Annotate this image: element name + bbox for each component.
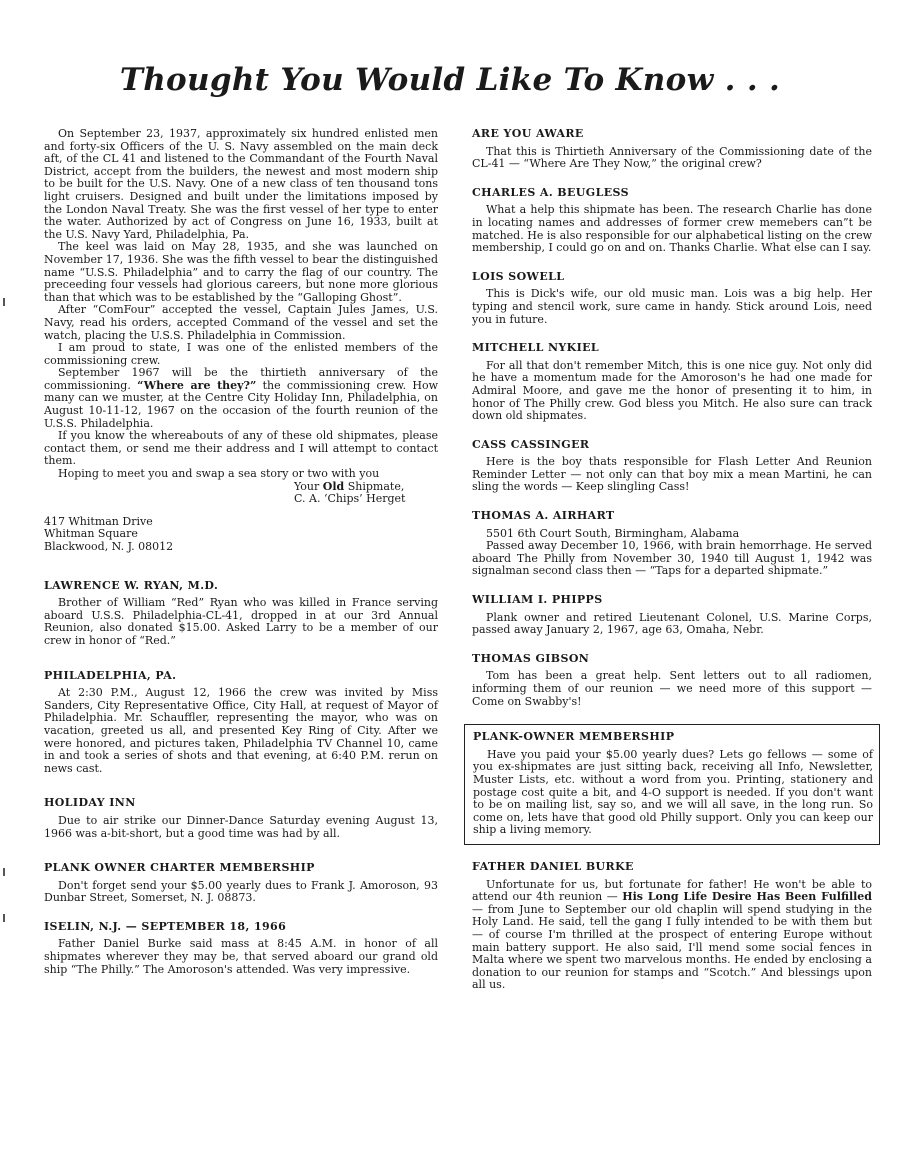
right-column xyxy=(472,128,872,1008)
section-holiday-inn xyxy=(44,797,438,840)
section-heading: THOMAS A. AIRHART xyxy=(472,509,615,523)
intro-paragraph: On September 23, 1937, approximately six hundred enlisted men and forty-six Officers of the U. S. Navy assembled on the main deck aft, of the CL 41 and listened to the Commandant of the Fourth Naval District, accept from the builders, the newest and most modern ship to be built for the U.S. Navy. One of a new class of ten thousand tons light cruisers. Designed and built under the limitations imposed by the London Naval Treaty. She was the first vessel of her type to enter the water. Authorized by act of Congress on June 16, 1933, built at the U.S. Navy Yard, Philadelphia, Pa. xyxy=(44,127,438,241)
section-philadelphia xyxy=(44,670,438,776)
section-phipps xyxy=(472,594,872,637)
section-heading: FATHER DANIEL BURKE xyxy=(472,859,634,873)
section-heading: PLANK-OWNER MEMBERSHIP xyxy=(473,730,675,744)
section-text: Passed away December 10, 1966, with brain hemorrhage. He served aboard The Philly from November 30, 1940 till August 1, 1942 was signalman second class then — “Taps for a departed shipmate.” xyxy=(472,539,872,578)
intro-paragraph: If you know the whereabouts of any of these old shipmates, please contact them, or send me their address and I will attempt to contact them. xyxy=(44,429,438,468)
section-text: This is Dick's wife, our old music man. Lois was a big help. Her typing and stencil work, sure came in handy. Stick around Lois, need you in future. xyxy=(472,287,872,326)
section-text: Tom has been a great help. Sent letters out to all radiomen, informing them of our reunion — we need more of this support — Come on Swabby's! xyxy=(472,669,872,708)
section-heading: MITCHELL NYKIEL xyxy=(472,341,600,355)
section-heading: CASS CASSINGER xyxy=(472,437,590,451)
intro-paragraph xyxy=(44,367,438,430)
section-heading: WILLIAM I. PHIPPS xyxy=(472,593,603,607)
section-text: Have you paid your $5.00 yearly dues? Lets go fellows — some of you ex-shipmates are just sitting back, receiving all Info, Newsletter, Muster Lists, etc. without a word from you. Printing, stationery and postage cost quite a bit, and 4-O support is needed. If you don't want to be on mailing list, say so, and we will all save, in the long run. So come on, lets have that good old Philly support. Only you can keep our ship a living memory. xyxy=(473,747,873,837)
address-line: 417 Whitman Drive xyxy=(44,514,153,528)
address-line: Whitman Square xyxy=(44,527,138,541)
intro-paragraph: I am proud to state, I was one of the enlisted members of the commissioning crew. xyxy=(44,341,438,367)
section-iselin xyxy=(44,921,438,976)
emphasis-text: “Where are they?” xyxy=(137,378,257,392)
section-heading: CHARLES A. BEUGLESS xyxy=(472,185,629,199)
section-aware xyxy=(472,128,872,171)
scan-mark xyxy=(3,868,5,876)
return-address xyxy=(44,516,438,554)
section-text: That this is Thirtieth Anniversary of the Commissioning date of the CL-41 — “Where Are They Now,” the original crew? xyxy=(472,144,872,171)
section-text: What a help this shipmate has been. The research Charlie has done in locating names and addresses of former crew memebers can”t be matched. He is also responsible for our alphabetical listing on the crew membership, I could go on and on. Thanks Charlie. What else can I say. xyxy=(472,203,872,255)
text-run: — from June to September our old chaplin will spend studying in the Holy Land. He said, tell the gang I fully intended to be with them but — of course I'm thrilled at the prospect of entering Europe without main battery support. He also said, I'll mend some social fences in Malta where we spent two marvelous months. He ended by enclosing a donation to our reunion for stamps and “Scotch.” And blessings upon all us. xyxy=(472,902,872,992)
section-burke xyxy=(472,861,872,992)
section-ryan xyxy=(44,580,438,648)
address-line: Blackwood, N. J. 08012 xyxy=(44,540,174,553)
section-heading: PLANK OWNER CHARTER MEMBERSHIP xyxy=(44,861,315,875)
intro-paragraph: The keel was laid on May 28, 1935, and she was launched on November 17, 1936. She was the fifth vessel to bear the distinguished name “U.S.S. Philadelphia” and to carry the flag of our country. The preceeding four vessels had glorious careers, but none more glorious than that which was to be established by the “Galloping Ghost”. xyxy=(44,240,438,304)
text-run: Your xyxy=(294,479,323,493)
section-address: 5501 6th Court South, Birmingham, Alabama xyxy=(486,526,740,540)
section-text: Brother of William “Red” Ryan who was killed in France serving aboard U.S.S. Philadelphia-CL-41, dropped in at our 3rd Annual Reunion, also donated $15.00. Asked Larry to be a member of our crew in honor of “Red.” xyxy=(44,596,438,647)
emphasis-text: His Long Life Desire Has Been Fulfilled xyxy=(622,890,872,904)
page-title: Thought You Would Like To Know . . . xyxy=(119,62,781,98)
section-text: Plank owner and retired Lieutenant Colonel, U.S. Marine Corps, passed away January 2, 1967, age 63, Omaha, Nebr. xyxy=(472,610,872,637)
section-text: Due to air strike our Dinner-Dance Saturday evening August 13, 1966 was a-bit-short, but a good time was had by all. xyxy=(44,813,438,840)
section-text: For all that don't remember Mitch, this is one nice guy. Not only did he have a momentum made for the Amoroson's he had one made for Admiral Moore, and gave me the honor of presenting it to him, in honor of The Philly crew. God bless you Mitch. He also sure can track down old shipmates. xyxy=(472,358,872,423)
section-text: Don't forget send your $5.00 yearly dues to Frank J. Amoroson, 93 Dunbar Street, Somerset, N. J. 08873. xyxy=(44,878,438,905)
section-beugless xyxy=(472,187,872,255)
intro-paragraph: Hoping to meet you and swap a sea story or two with you xyxy=(58,467,380,481)
plank-owner-box xyxy=(464,724,880,845)
text-run: September 1967 will be the thirtieth anniversary of the commissioning. xyxy=(44,366,438,392)
section-heading: ISELIN, N.J. — SEPTEMBER 18, 1966 xyxy=(44,919,287,933)
section-heading: THOMAS GIBSON xyxy=(472,651,590,665)
scan-mark xyxy=(3,298,5,306)
section-text: Here is the boy thats responsible for Flash Letter And Reunion Reminder Letter — not only can that boy mix a mean Martini, he can sling the words — Keep slingling Cass! xyxy=(472,455,872,494)
section-heading: PHILADELPHIA, PA. xyxy=(44,668,177,682)
section-heading: LAWRENCE W. RYAN, M.D. xyxy=(44,578,219,592)
section-gibson xyxy=(472,653,872,708)
intro-letter xyxy=(44,128,438,554)
scan-mark xyxy=(3,914,5,922)
intro-paragraph: After “ComFour” accepted the vessel, Captain Jules James, U.S. Navy, read his orders, accepted Command of the vessel and set the watch, placing the U.S.S. Philadelphia in Commission. xyxy=(44,303,438,342)
section-airhart xyxy=(472,510,872,578)
text-run: the commissioning crew. How many can we muster, at the Centre City Holiday Inn, Philadelphia, on August 10-11-12, 1967 on the occasion of the fourth reunion of the U.S.S. Philadelphia. xyxy=(44,378,438,430)
section-cassinger xyxy=(472,439,872,494)
text-run: Shipmate, xyxy=(344,479,405,493)
section-sowell xyxy=(472,271,872,326)
section-heading: ARE YOU AWARE xyxy=(472,127,584,140)
text-run: Unfortunate for us, but fortunate for father! He won't be able to attend our 4th reunion — xyxy=(472,877,872,904)
section-nykiel xyxy=(472,342,872,423)
section-heading: LOIS SOWELL xyxy=(472,269,565,283)
section-text: Father Daniel Burke said mass at 8:45 A.M. in honor of all shipmates wherever they may be, that served aboard our grand old ship “The Philly.” The Amoroson's attended. Was very impressive. xyxy=(44,937,438,976)
section-charter xyxy=(44,862,438,905)
section-text xyxy=(472,879,872,992)
left-column xyxy=(44,128,438,992)
section-heading: HOLIDAY INN xyxy=(44,796,136,810)
signature-name: C. A. ‘Chips’ Herget xyxy=(294,492,406,506)
section-text: At 2:30 P.M., August 12, 1966 the crew was invited by Miss Sanders, City Representative Office, City Hall, at request of Mayor of Philadelphia. Mr. Schauffler, representing the mayor, who was on vacation, greeted us all, and presented Key Ring of City. After we were honored, and pictures taken, Philadelphia TV Channel 10, came in and took a series of shots and that evening, at 6:40 P.M. rerun on news cast. xyxy=(44,686,438,775)
emphasis-text: Old xyxy=(322,479,345,493)
